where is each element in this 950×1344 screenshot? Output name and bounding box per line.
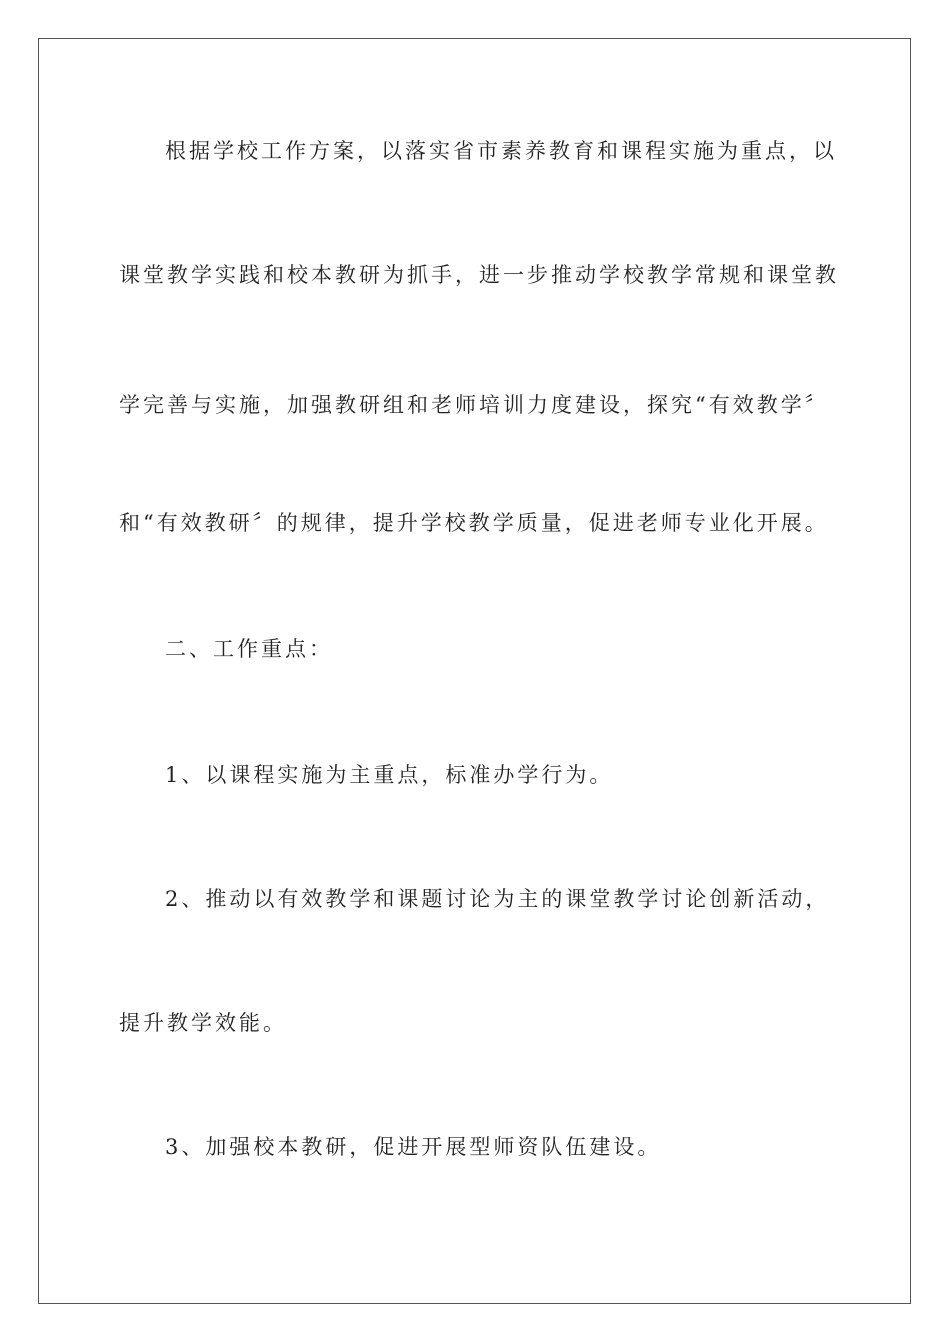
paragraph-line-2: 课堂教学实践和校本教研为抓手，进一步推动学校教学常规和课堂教: [119, 263, 839, 287]
document-page: [38, 38, 911, 1304]
paragraph-line-3: 学完善与实施，加强教研组和老师培训力度建设，探究“有效教学〞: [119, 393, 829, 417]
list-item-2: 2、推动以有效教学和课题讨论为主的课堂教学讨论创新活动，: [165, 887, 830, 911]
list-item-3: 3、加强校本教研，促进开展型师资队伍建设。: [165, 1135, 662, 1159]
list-item-2-continuation: 提升教学效能。: [119, 1011, 287, 1035]
paragraph-line-4: 和“有效教研〞的规律，提升学校教学质量，促进老师专业化开展。: [119, 511, 829, 535]
list-item-1: 1、以课程实施为主重点，标准办学行为。: [165, 763, 614, 787]
paragraph-line-1: 根据学校工作方案，以落实省市素养教育和课程实施为重点，以: [165, 139, 837, 163]
section-heading-work-focus: 二、工作重点：: [165, 637, 333, 661]
